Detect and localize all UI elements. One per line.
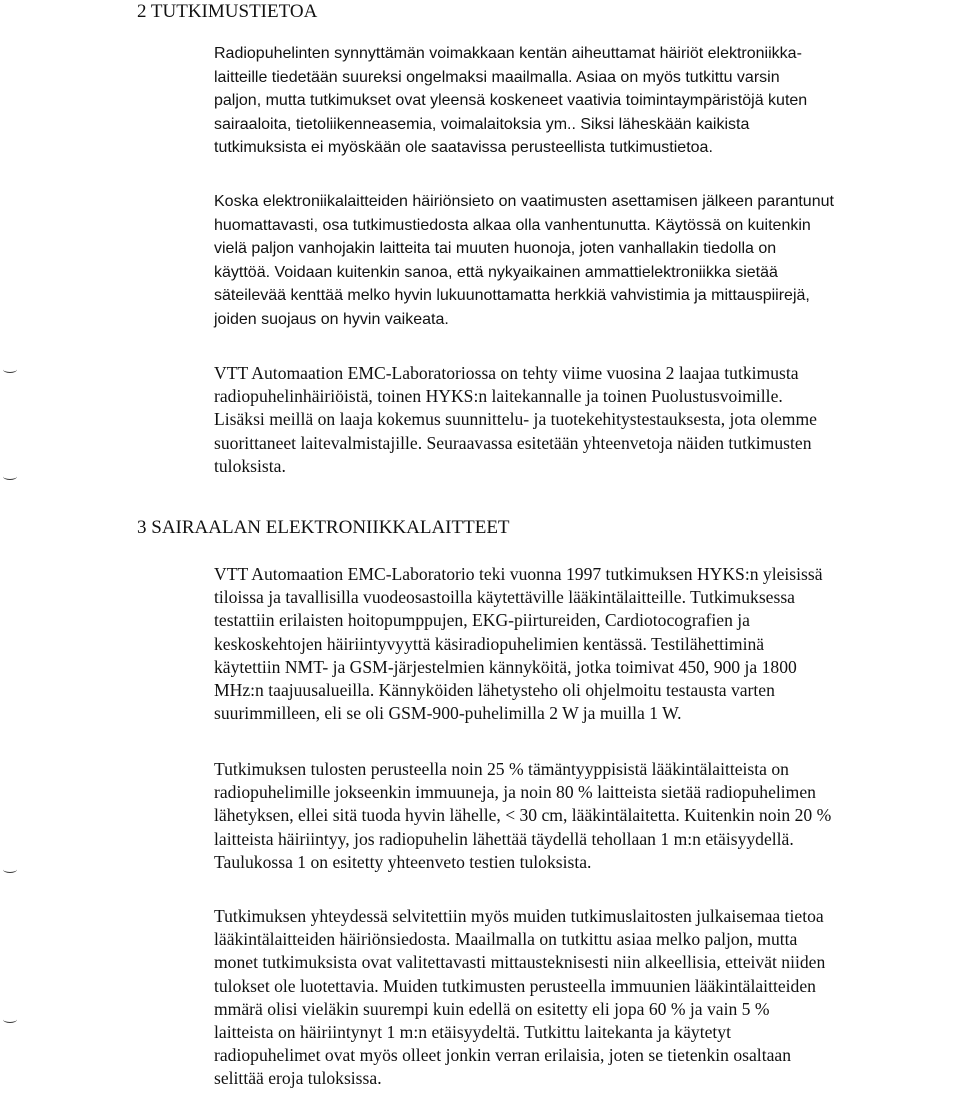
paragraph-line: testattiin erilaisten hoitopumppujen, EKG-piirtureiden, Cardiotocografien ja bbox=[214, 610, 750, 631]
paragraph-line: sairaaloita, tietoliikenneasemia, voimalaitoksia ym.. Siksi läheskään kaikista bbox=[214, 115, 750, 133]
section-heading-3: 3 SAIRAALAN ELEKTRONIIKKALAITTEET bbox=[137, 517, 510, 538]
paragraph-line: laitteille tiedetään suureksi ongelmaksi maailmalla. Asiaa on myös tutkittu varsin bbox=[214, 68, 780, 86]
margin-mark bbox=[3, 864, 17, 873]
section-heading-2: 2 TUTKIMUSTIETOA bbox=[137, 1, 318, 22]
paragraph-line: Lisäksi meillä on laaja kokemus suunnittelu- ja tuotekehitystestauksesta, jota olemme bbox=[214, 409, 817, 430]
paragraph-4 bbox=[214, 563, 956, 725]
paragraph-line: monet tutkimuksista ovat valitettavasti mittausteknisesti niin alkeellisia, etteivät niiden bbox=[214, 952, 826, 973]
paragraph-line: tuloksista. bbox=[214, 455, 286, 476]
paragraph-line: vielä paljon vanhojakin laitteita tai muuten huonoja, joten vanhallakin tiedolla on bbox=[214, 240, 777, 258]
paragraph-line: suorittaneet laitevalmistajille. Seuraavassa esitetään yhteenvetoja näiden tutkimusten bbox=[214, 432, 812, 453]
paragraph-line: lähetyksen, ellei sitä tuoda hyvin lähelle, < 30 cm, lääkintälaitetta. Kuitenkin noin 20 % bbox=[214, 805, 832, 826]
paragraph-6 bbox=[214, 905, 956, 1091]
paragraph-line: huomattavasti, osa tutkimustiedosta alkaa olla vanhentunutta. Käytössä on kuitenkin bbox=[214, 216, 811, 234]
paragraph-line: tiloissa ja tavallisilla vuodeosastoilla käytettäville lääkintälaitteille. Tutkimuksessa bbox=[214, 587, 795, 608]
paragraph-3 bbox=[214, 362, 956, 478]
paragraph-line: radiopuhelimet ovat myös olleet jonkin verran erilaisia, joten se tietenkin osaltaan bbox=[214, 1045, 792, 1066]
paragraph-2 bbox=[214, 190, 956, 332]
paragraph-line: laitteista on häiriintynyt 1 m:n etäisyydeltä. Tutkittu laitekanta ja käytetyt bbox=[214, 1022, 731, 1043]
margin-mark bbox=[3, 364, 17, 373]
paragraph-line: lääkintälaitteiden häiriönsiedosta. Maailmalla on tutkittu asiaa melko paljon, mutta bbox=[214, 929, 798, 950]
paragraph-line: paljon, mutta tutkimukset ovat yleensä koskeneet vaativia toimintaympäristöjä kuten bbox=[214, 92, 808, 110]
paragraph-line: VTT Automaation EMC-Laboratoriossa on tehty viime vuosina 2 laajaa tutkimusta bbox=[214, 363, 799, 383]
paragraph-line: Tutkimuksen yhteydessä selvitettiin myös muiden tutkimuslaitosten julkaisemaa tietoa bbox=[214, 906, 824, 926]
paragraph-line: radiopuhelimille jokseenkin immuuneja, ja noin 80 % laitteista sietää radiopuhelimen bbox=[214, 782, 816, 803]
paragraph-line: säteilevää kenttää melko hyvin lukuunottamatta herkkiä vahvistimia ja mittauspiirejä, bbox=[214, 287, 810, 305]
paragraph-line: laitteista häiriintyy, jos radiopuhelin lähettää täydellä tehollaan 1 m:n etäisyydellä. bbox=[214, 828, 794, 849]
paragraph-line: keskoskehtojen häiriintyvyyttä käsiradiopuhelimien kentässä. Testilähettiminä bbox=[214, 633, 765, 654]
paragraph-line: suurimmilleen, eli se oli GSM-900-puhelimilla 2 W ja muilla 1 W. bbox=[214, 703, 682, 724]
paragraph-line: käytettiin NMT- ja GSM-järjestelmien kännyköitä, jotka toimivat 450, 900 ja 1800 bbox=[214, 656, 797, 677]
paragraph-line: Koska elektroniikalaitteiden häiriönsieto on vaatimusten asettamisen jälkeen parantunut bbox=[214, 193, 834, 210]
paragraph-5 bbox=[214, 758, 956, 874]
paragraph-line: Tutkimuksen tulosten perusteella noin 25 % tämäntyyppisistä lääkintälaitteista on bbox=[214, 759, 789, 779]
paragraph-1 bbox=[214, 42, 956, 160]
paragraph-line: käyttöä. Voidaan kuitenkin sanoa, että nykyaikainen ammattielektroniikka sietää bbox=[214, 263, 778, 281]
paragraph-line: joiden suojaus on hyvin vaikeata. bbox=[214, 310, 449, 328]
margin-mark bbox=[3, 471, 17, 480]
paragraph-line: mmärä olisi vieläkin suurempi kuin edellä on esitetty eli jopa 60 % ja vain 5 % bbox=[214, 998, 770, 1019]
paragraph-line: Radiopuhelinten synnyttämän voimakkaan kentän aiheuttamat häiriöt elektroniikka- bbox=[214, 45, 802, 62]
paragraph-line: tutkimuksista ei myöskään ole saatavissa perusteellista tutkimustietoa. bbox=[214, 139, 713, 157]
margin-mark bbox=[3, 1014, 17, 1023]
paragraph-line: MHz:n taajuusalueilla. Kännyköiden lähetysteho oli ohjelmoitu testausta varten bbox=[214, 680, 775, 701]
paragraph-line: Taulukossa 1 on esitetty yhteenveto testien tuloksista. bbox=[214, 851, 592, 872]
paragraph-line: VTT Automaation EMC-Laboratorio teki vuonna 1997 tutkimuksen HYKS:n yleisissä bbox=[214, 564, 823, 584]
paragraph-line: selittää eroja tuloksissa. bbox=[214, 1068, 382, 1089]
paragraph-line: tulokset ole luotettavia. Muiden tutkimusten perusteella immuunien lääkintälaitteiden bbox=[214, 975, 816, 996]
paragraph-line: radiopuhelinhäiriöistä, toinen HYKS:n laitekannalle ja toinen Puolustusvoimille. bbox=[214, 386, 783, 407]
